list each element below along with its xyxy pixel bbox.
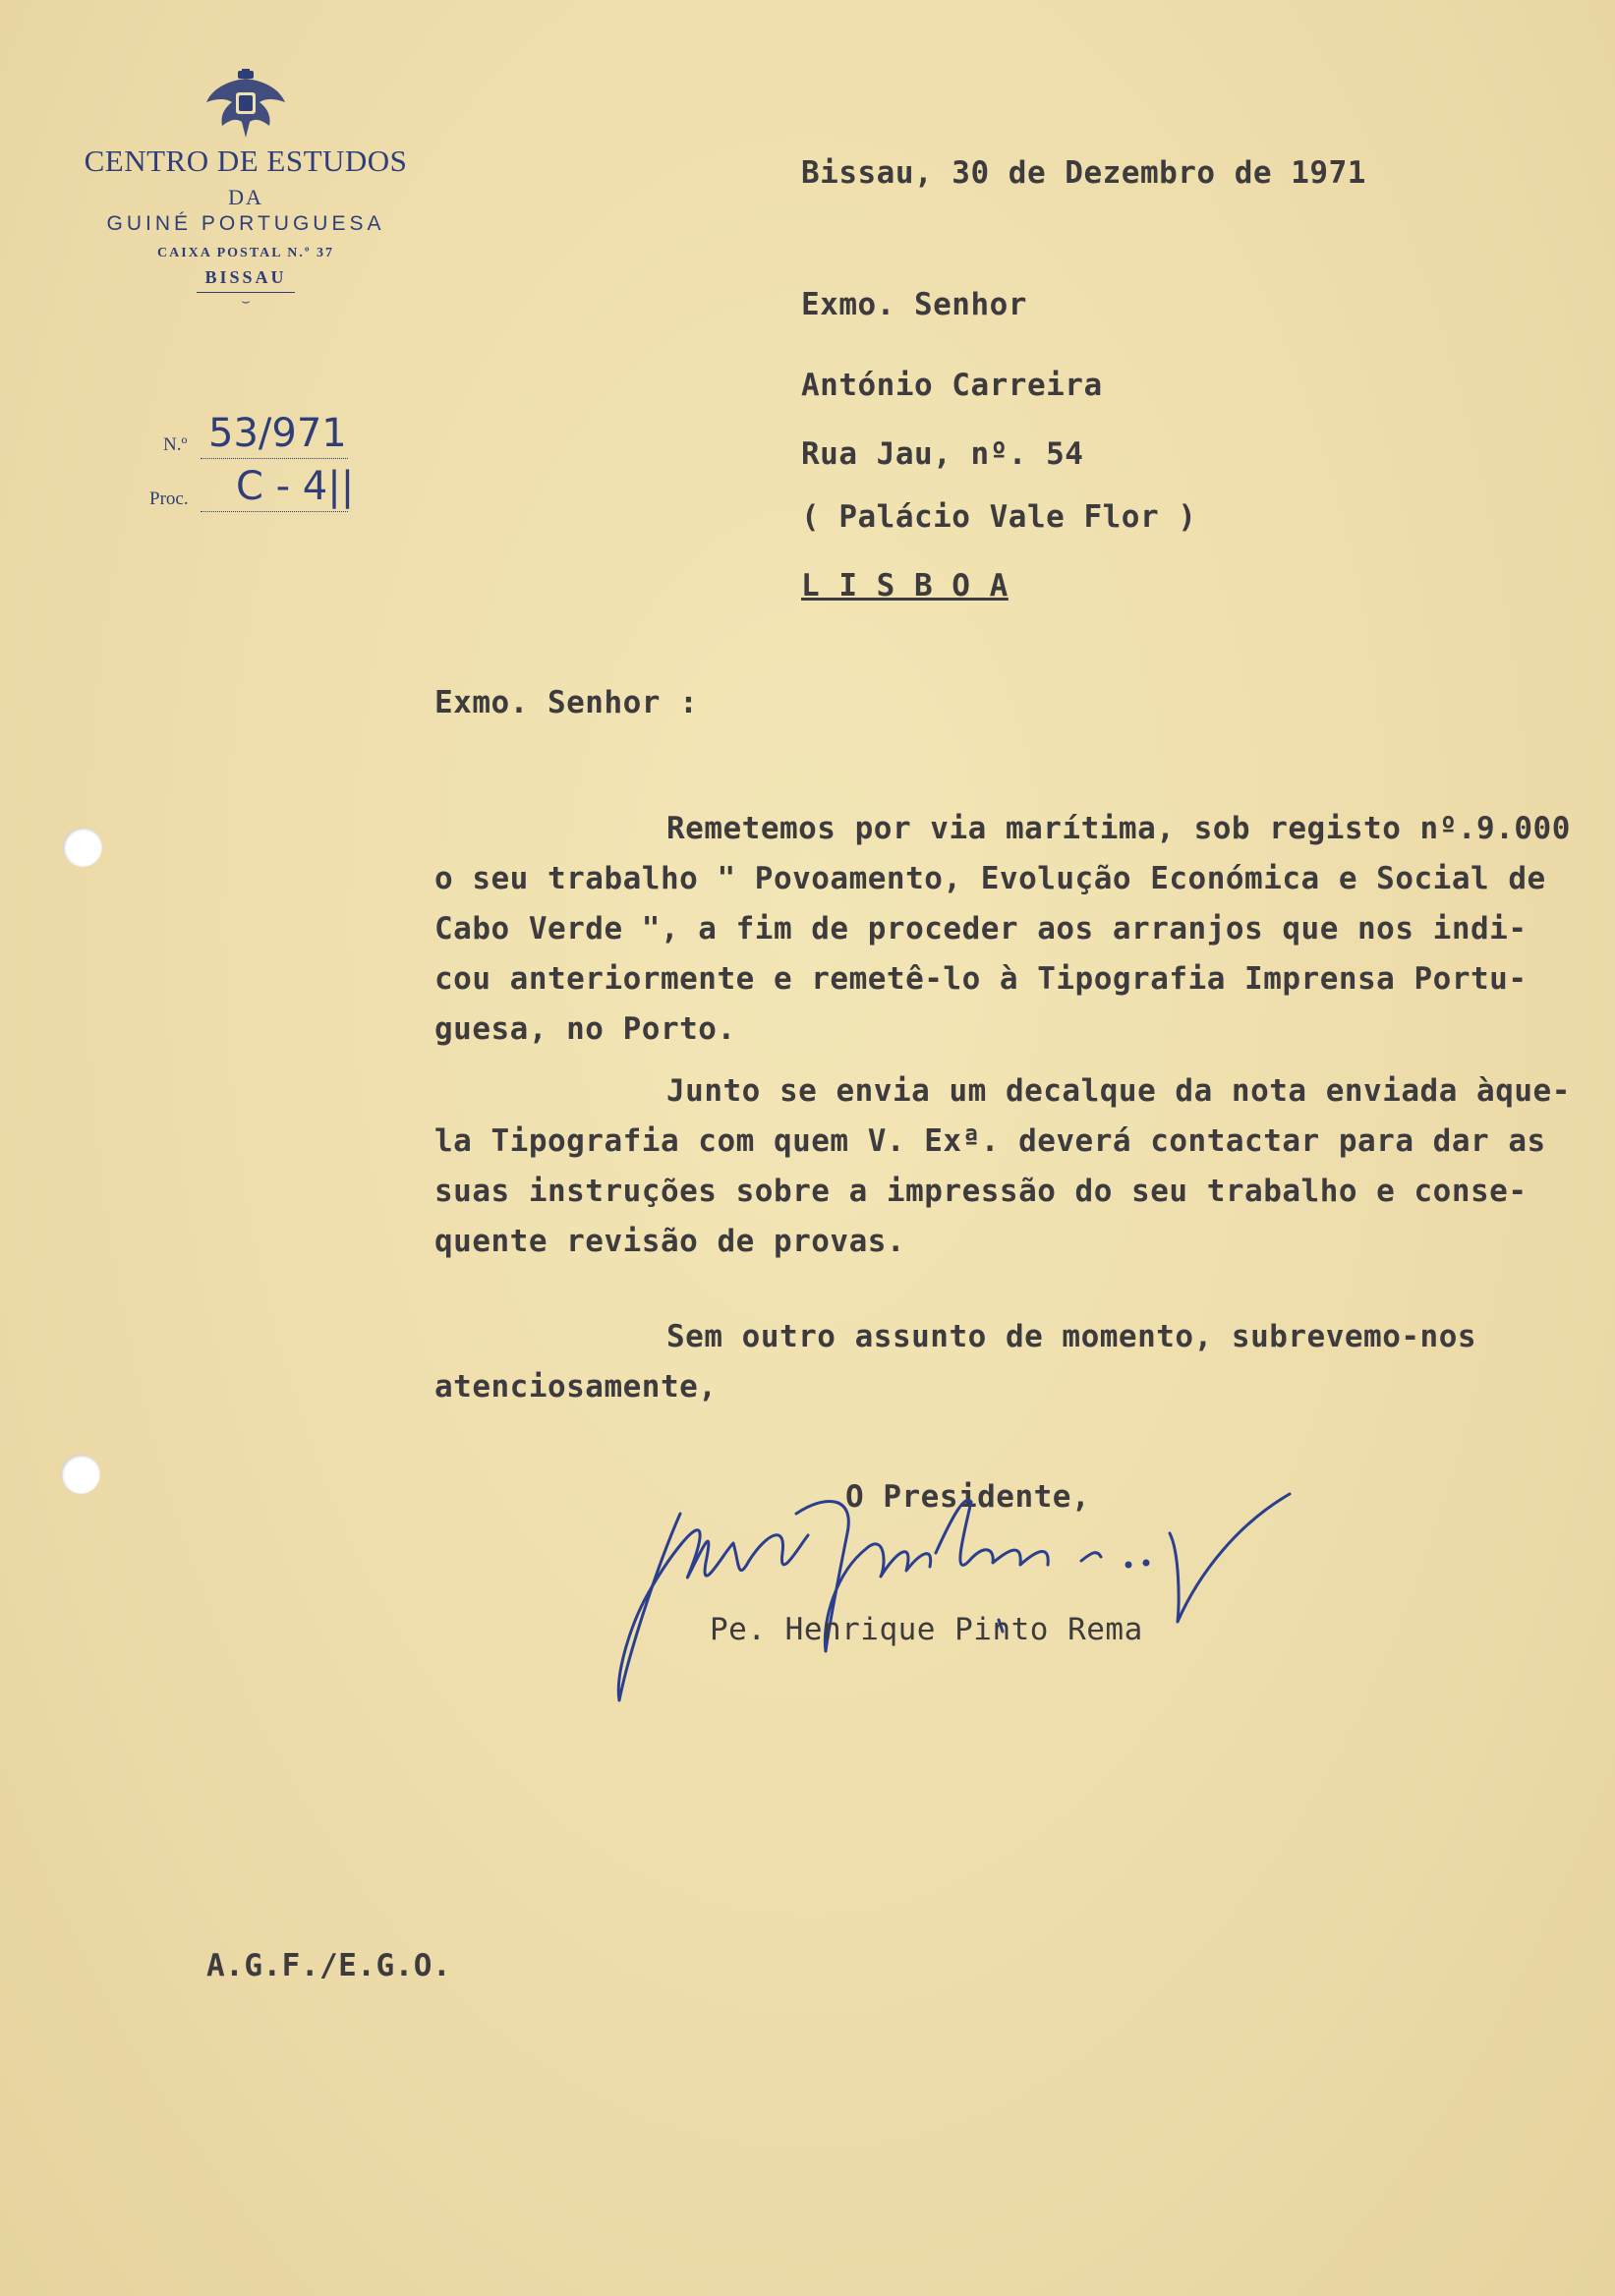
- paragraph-line: o seu trabalho " Povoamento, Evolução Económica e Social de: [434, 861, 1546, 896]
- paragraph-line: suas instruções sobre a impressão do seu trabalho e conse-: [434, 1174, 1528, 1209]
- po-box: CAIXA POSTAL N.º 37: [156, 246, 335, 260]
- recipient-street: Rua Jau, nº. 54: [801, 436, 1084, 472]
- recipient-salutation: Exmo. Senhor: [801, 287, 1027, 322]
- paragraph-line: atenciosamente,: [434, 1369, 718, 1405]
- org-name-region: GUINÉ PORTUGUESA: [106, 212, 385, 235]
- org-city: BISSAU: [204, 267, 287, 287]
- paragraph-line: guesa, no Porto.: [434, 1011, 736, 1047]
- date-line: Bissau, 30 de Dezembro de 1971: [801, 155, 1366, 191]
- recipient-building: ( Palácio Vale Flor ): [801, 499, 1197, 535]
- punch-hole-top: [63, 828, 102, 867]
- letterhead-mark-icon: ⌣: [241, 295, 251, 310]
- paragraph-line: Junto se envia um decalque da nota enviada àque-: [666, 1073, 1571, 1109]
- letterhead: [69, 69, 423, 311]
- punch-hole-bottom: [61, 1455, 100, 1494]
- proc-value: C - 4||: [236, 464, 355, 509]
- letterhead-rule: [197, 292, 295, 293]
- recipient-city: L I S B O A: [801, 568, 1009, 603]
- greeting: Exmo. Senhor :: [434, 685, 699, 720]
- number-line: [201, 458, 348, 459]
- typist-initials: A.G.F./E.G.O.: [206, 1948, 452, 1983]
- paragraph-line: Cabo Verde ", a fim de proceder aos arranjos que nos indi-: [434, 911, 1528, 947]
- closing-title: O Presidente,: [845, 1479, 1091, 1515]
- paragraph-line: quente revisão de provas.: [434, 1224, 906, 1259]
- paragraph-line: Sem outro assunto de momento, subrevemo-nos: [666, 1319, 1477, 1354]
- closing-name: Pe. Henrique Pinto Rema: [710, 1612, 1143, 1647]
- paragraph-line: la Tipografia com quem V. Exª. deverá contactar para dar as: [434, 1123, 1546, 1159]
- recipient-name: António Carreira: [801, 368, 1103, 403]
- proc-line: [201, 511, 348, 512]
- org-name: CENTRO DE ESTUDOS: [84, 144, 408, 178]
- org-name-da: DA: [228, 185, 263, 209]
- coat-of-arms-icon: [199, 69, 293, 140]
- signature-icon: [590, 1455, 1494, 1710]
- paragraph-line: cou anteriormente e remetê-lo à Tipografia Imprensa Portu-: [434, 961, 1528, 997]
- number-label: N.º: [163, 434, 188, 455]
- paragraph-line: Remetemos por via marítima, sob registo nº.9.000: [666, 811, 1571, 846]
- number-value: 53/971: [208, 411, 347, 456]
- proc-label: Proc.: [149, 488, 189, 509]
